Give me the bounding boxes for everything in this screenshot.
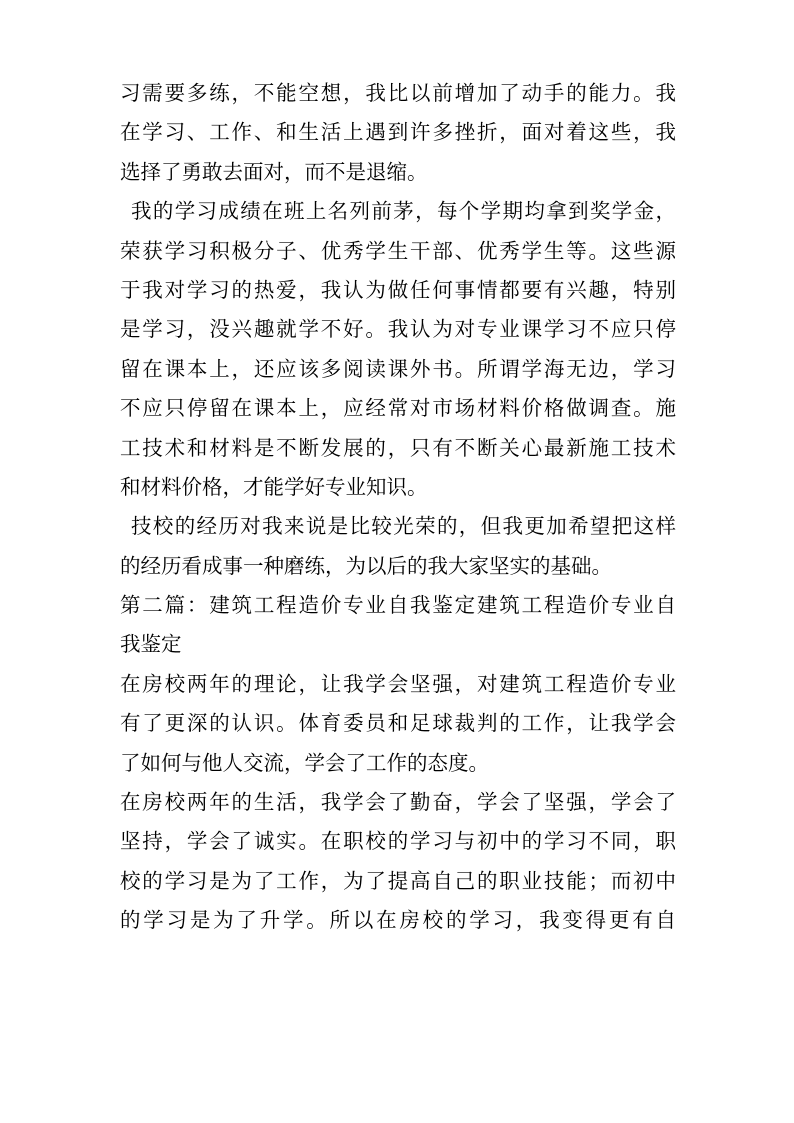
text-line: 坚持，学会了诚实。在职校的学习与初中的学习不同，职: [120, 829, 676, 854]
text-line: 在学习、工作、和生活上遇到许多挫折，面对着这些，我: [120, 120, 676, 145]
text-line: 习需要多练，不能空想，我比以前增加了动手的能力。我: [120, 81, 676, 105]
text-line: 留在课本上，还应该多阅读课外书。所谓学海无边，学习: [120, 356, 676, 381]
text-line: 工技术和材料是不断发展的，只有不断关心最新施工技术: [120, 435, 676, 460]
text-line: 荣获学习积极分子、优秀学生干部、优秀学生等。这些源: [120, 238, 676, 263]
text-line: 选择了勇敢去面对，而不是退缩。: [120, 159, 428, 184]
text-line: 有了更深的认识。体育委员和足球裁判的工作，让我学会: [120, 711, 676, 736]
text-line: 在房校两年的生活，我学会了勤奋，学会了坚强，学会了: [120, 790, 676, 815]
text-line: 我的学习成绩在班上名列前茅，每个学期均拿到奖学金，: [131, 199, 676, 224]
text-line: 的经历看成事一种磨练，为以后的我大家坚实的基础。: [120, 553, 612, 578]
document-page: [120, 74, 676, 941]
text-line: 和材料价格，才能学好专业知识。: [120, 474, 428, 499]
text-line: 技校的经历对我来说是比较光荣的，但我更加希望把这样: [131, 514, 676, 539]
text-line: 是学习，没兴趣就学不好。我认为对专业课学习不应只停: [120, 317, 676, 342]
text-line: 的学习是为了升学。所以在房校的学习，我变得更有自: [120, 908, 676, 933]
text-line: 校的学习是为了工作，为了提高自己的职业技能；而初中: [120, 868, 676, 893]
text-line: 不应只停留在课本上，应经常对市场材料价格做调查。施: [120, 396, 676, 421]
text-line: 在房校两年的理论，让我学会坚强，对建筑工程造价专业: [120, 671, 676, 696]
section-heading-line: 第二篇：建筑工程造价专业自我鉴定建筑工程造价专业自: [120, 593, 676, 618]
text-line: 于我对学习的热爱，我认为做任何事情都要有兴趣，特别: [120, 277, 676, 302]
section-heading-line: 我鉴定: [120, 632, 182, 657]
text-line: 了如何与他人交流，学会了工作的态度。: [120, 750, 489, 775]
